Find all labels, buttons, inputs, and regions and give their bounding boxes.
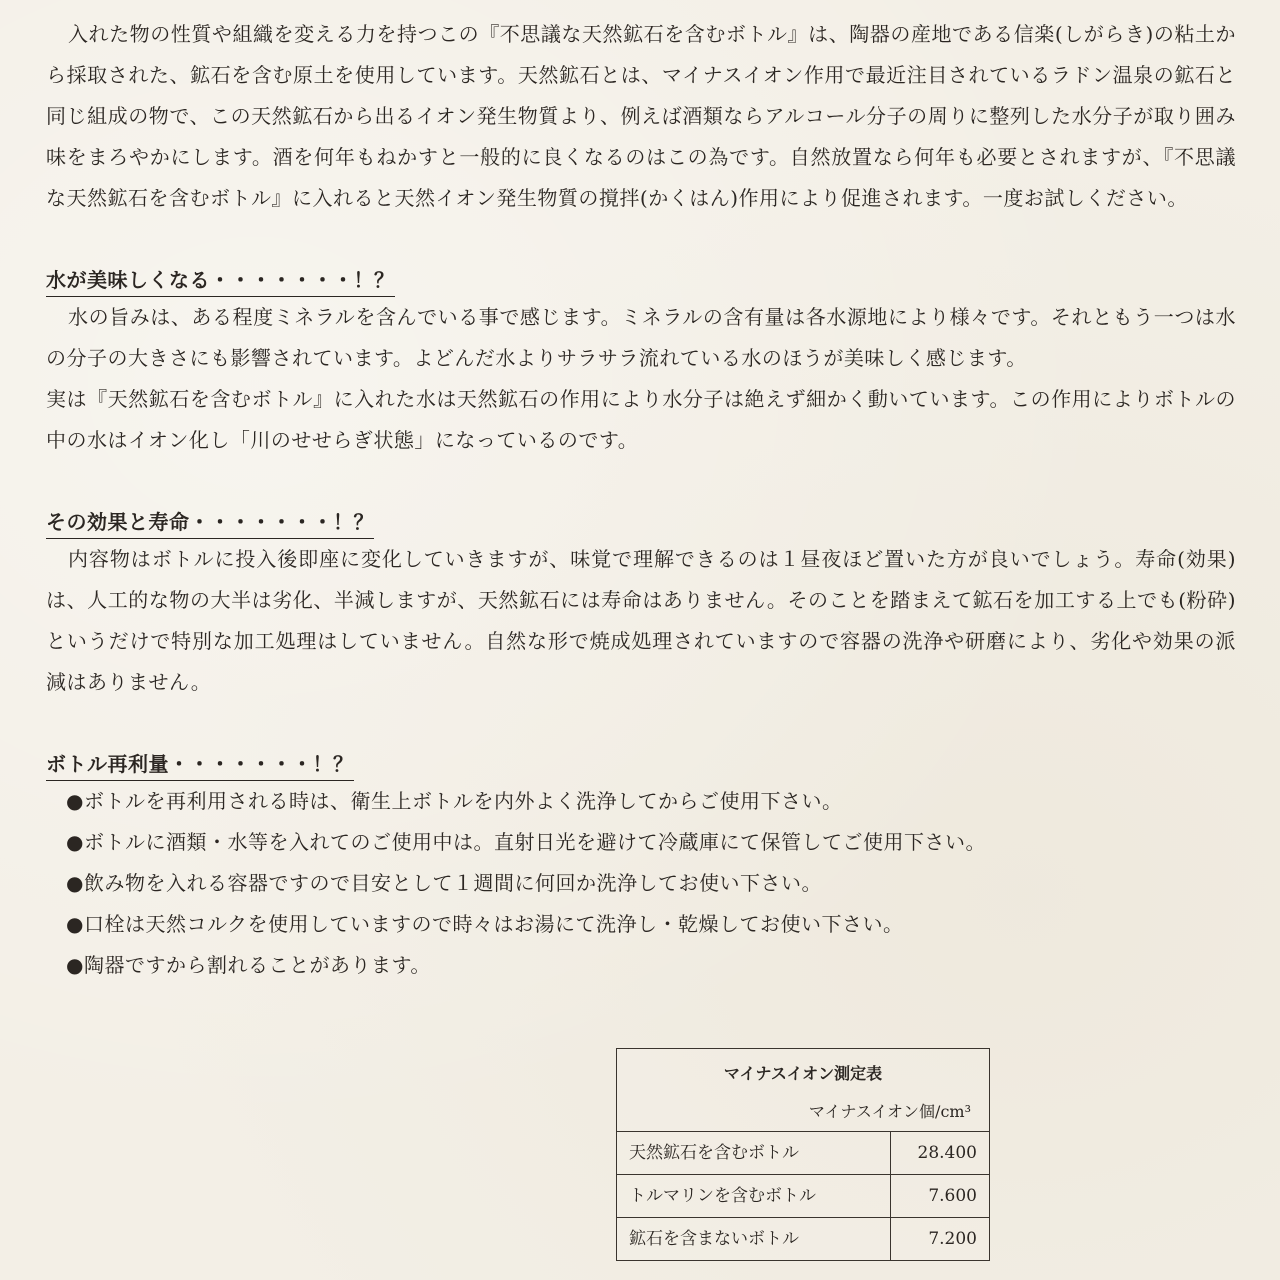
section-water-taste (46, 265, 1236, 461)
section-heading: その効果と寿命・・・・・・・！？ (46, 507, 374, 539)
list-item: ●口栓は天然コルクを使用していますので時々はお湯にて洗浄し・乾燥してお使い下さい。 (66, 912, 904, 936)
table-cell-name: 鉱石を含まないボトル (617, 1218, 891, 1260)
section-heading: ボトル再利量・・・・・・・！？ (46, 749, 354, 781)
list-item: ●ボトルを再利用される時は、衛生上ボトルを内外よく洗浄してからご使用下さい。 (66, 789, 843, 813)
table-row (617, 1175, 989, 1218)
list-item: ●ボトルに酒類・水等を入れてのご使用中は。直射日光を避けて冷蔵庫にて保管してご使用下さい。 (66, 830, 986, 854)
section-paragraph: 水の旨みは、ある程度ミネラルを含んでいる事で感じます。ミネラルの含有量は各水源地により様々です。それともう一つは水の分子の大きさにも影響されています。よどんだ水よりサラサラ流れている水のほうが美味しく感じます。 (46, 305, 1236, 370)
document-page (46, 14, 1236, 986)
negative-ion-table (616, 1048, 990, 1261)
table-row (617, 1218, 989, 1260)
section-paragraph: 実は『天然鉱石を含むボトル』に入れた水は天然鉱石の作用により水分子は絶えず細かく動いています。この作用によりボトルの中の水はイオン化し「川のせせらぎ状態」になっているのです。 (46, 387, 1236, 452)
section-bottle-reuse (46, 749, 1236, 986)
table-cell-name: トルマリンを含むボトル (617, 1175, 891, 1217)
section-heading: 水が美味しくなる・・・・・・・！？ (46, 265, 395, 297)
reuse-bullet-list (46, 781, 1236, 986)
table-cell-value: 7.600 (928, 1186, 977, 1206)
table-unit-label: マイナスイオン個/cm³ (808, 1102, 971, 1121)
table-cell-value: 7.200 (928, 1229, 977, 1249)
intro-paragraph: 入れた物の性質や組織を変える力を持つこの『不思議な天然鉱石を含むボトル』は、陶器の産地である信楽(しがらき)の粘土から採取された、鉱石を含む原土を使用しています。天然鉱石とは、マイナスイオン作用で最近注目されているラドン温泉の鉱石と同じ組成の物で、この天然鉱石から出るイオン発生物質より、例えば酒類ならアルコール分子の周りに整列した水分子が取り囲み味をまろやかにします。酒を何年もねかすと一般的に良くなるのはこの為です。自然放置なら何年も必要とされますが、『不思議な天然鉱石を含むボトル』に入れると天然イオン発生物質の撹拌(かくはん)作用により促進されます。一度お試しください。 (46, 22, 1236, 210)
table-cell-name: 天然鉱石を含むボトル (617, 1132, 891, 1174)
section-effect-lifespan (46, 507, 1236, 703)
list-item: ●陶器ですから割れることがあります。 (66, 953, 431, 977)
table-title: マイナスイオン測定表 (723, 1064, 883, 1083)
section-paragraph: 内容物はボトルに投入後即座に変化していきますが、味覚で理解できるのは１昼夜ほど置いた方が良いでしょう。寿命(効果)は、人工的な物の大半は劣化、半減しますが、天然鉱石には寿命はありません。そのことを踏まえて鉱石を加工する上でも(粉砕)というだけで特別な加工処理はしていません。自然な形で焼成処理されていますので容器の洗浄や研磨により、劣化や効果の派減はありません。 (46, 547, 1236, 694)
table-header (617, 1049, 989, 1132)
table-row (617, 1132, 989, 1175)
list-item: ●飲み物を入れる容器ですので目安として１週間に何回か洗浄してお使い下さい。 (66, 871, 822, 895)
table-cell-value: 28.400 (917, 1143, 977, 1163)
